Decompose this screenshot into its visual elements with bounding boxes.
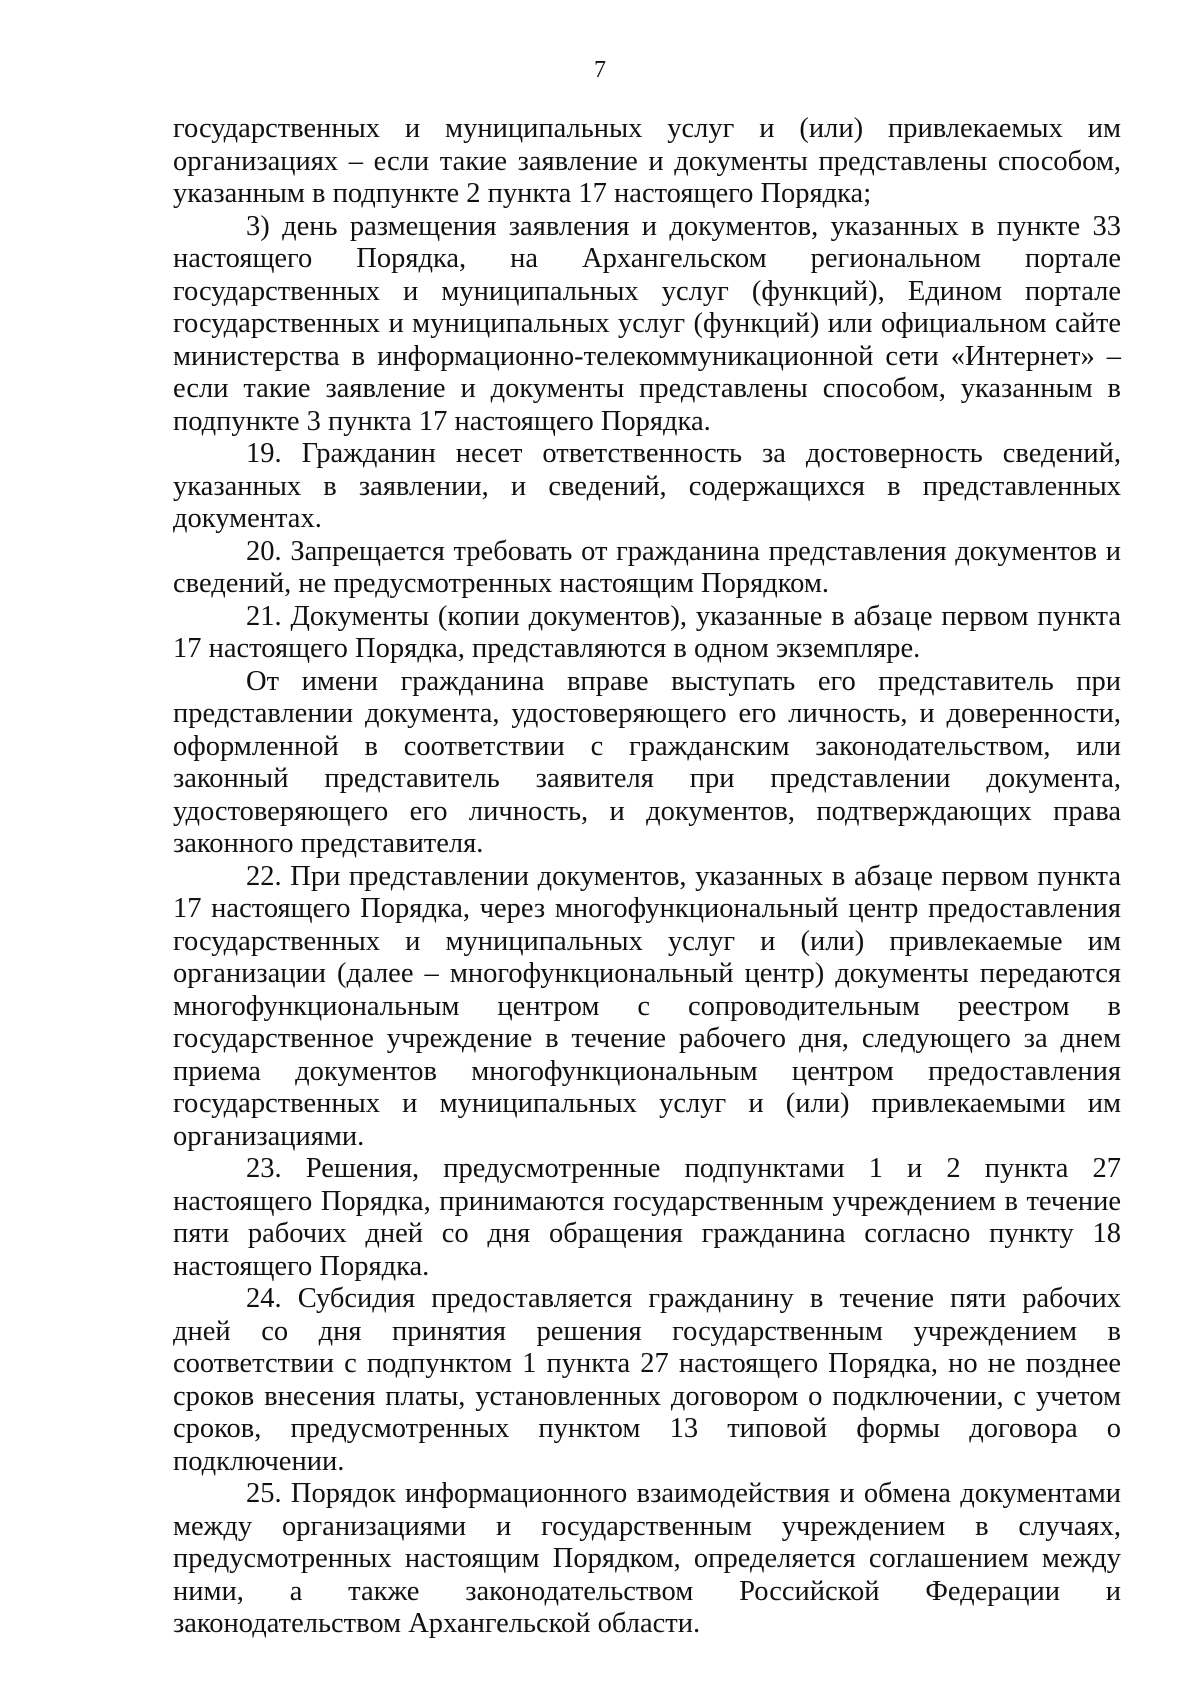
- paragraph-item-22: 22. При представлении документов, указанных в абзаце первом пункта 17 настоящего Порядка, через многофункциональный центр предоставления государственных и муниципальных услуг и (или) привлекаемые им организации (далее – многофункциональный центр) документы передаются многофункциональным центром с сопроводительным реестром в государственное учреждение в течение рабочего дня, следующего за днем приема документов многофункциональным центром предоставления государственных и муниципальных услуг и (или) привлекаемыми им организациями.: [173, 860, 1121, 1152]
- paragraph-subitem-3: 3) день размещения заявления и документов, указанных в пункте 33 настоящего Порядка, на Архангельском региональном портале государственных и муниципальных услуг (функций), Едином портале государственных и муниципальных услуг (функций) или официальном сайте министерства в информационно-телекоммуникационной сети «Интернет» – если такие заявление и документы представлены способом, указанным в подпункте 3 пункта 17 настоящего Порядка.: [173, 210, 1121, 437]
- paragraph-continuation: государственных и муниципальных услуг и (или) привлекаемых им организациях – если такие заявление и документы представлены способом, указанным в подпункте 2 пункта 17 настоящего Порядка;: [173, 113, 1121, 209]
- paragraph-item-19: 19. Гражданин несет ответственность за достоверность сведений, указанных в заявлении, и сведений, содержащихся в представленных документах.: [173, 438, 1121, 534]
- paragraph-item-20: 20. Запрещается требовать от гражданина представления документов и сведений, не предусмотренных настоящим Порядком.: [173, 535, 1121, 599]
- document-body: [173, 113, 1121, 1641]
- page-number: 7: [594, 57, 606, 83]
- paragraph-item-23: 23. Решения, предусмотренные подпунктами 1 и 2 пункта 27 настоящего Порядка, принимаются государственным учреждением в течение пяти рабочих дней со дня обращения гражданина согласно пункту 18 настоящего Порядка.: [173, 1153, 1121, 1282]
- paragraph-item-21: 21. Документы (копии документов), указанные в абзаце первом пункта 17 настоящего Порядка, представляются в одном экземпляре.: [173, 600, 1121, 664]
- paragraph-item-24: 24. Субсидия предоставляется гражданину в течение пяти рабочих дней со дня принятия решения государственным учреждением в соответствии с подпунктом 1 пункта 27 настоящего Порядка, но не позднее сроков внесения платы, установленных договором о подключении, с учетом сроков, предусмотренных пунктом 13 типовой формы договора о подключении.: [173, 1283, 1121, 1477]
- paragraph-item-25: 25. Порядок информационного взаимодействия и обмена документами между организациями и государственным учреждением в случаях, предусмотренных настоящим Порядком, определяется соглашением между ними, а также законодательством Российской Федерации и законодательством Архангельской области.: [173, 1478, 1121, 1639]
- paragraph-item-21-representative: От имени гражданина вправе выступать его представитель при представлении документа, удостоверяющего его личность, и доверенности, оформленной в соответствии с гражданским законодательством, или законный представитель заявителя при представлении документа, удостоверяющего его личность, и документов, подтверждающих права законного представителя.: [173, 665, 1121, 859]
